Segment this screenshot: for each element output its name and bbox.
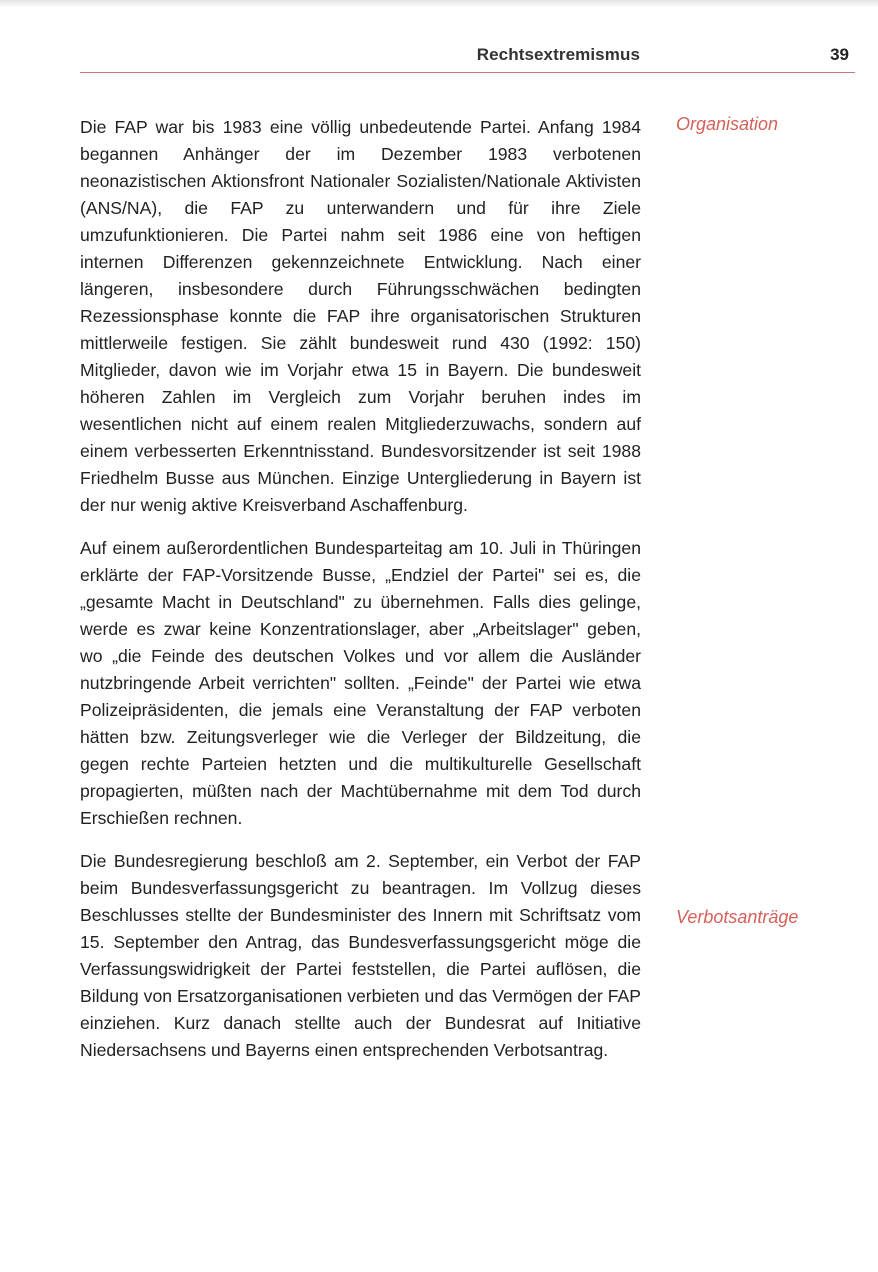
paragraph-fap-history: Die FAP war bis 1983 eine völlig unbedeutende Partei. Anfang 1984 begannen Anhänger der im Dezember 1983 verbotenen neonazistischen Aktionsfront Nationaler Sozialisten/Nationale Aktivisten (ANS/NA), die FAP zu unterwandern und für ihre Ziele umzufunktionieren. Die Partei nahm seit 1986 eine von heftigen internen Differenzen gekennzeichnete Entwicklung. Nach einer längeren, insbesondere durch Führungsschwächen bedingten Rezessionsphase konnte die FAP ihre organisatorischen Strukturen mittlerweile festigen. Sie zählt bundesweit rund 430 (1992: 150) Mitglieder, davon wie im Vorjahr etwa 15 in Bayern. Die bundesweit höheren Zahlen im Vergleich zum Vorjahr beruhen indes im wesentlichen nicht auf einem realen Mitgliederzuwachs, sondern auf einem verbesserten Erkenntnisstand. Bundesvorsitzender ist seit 1988 Friedhelm Busse aus München. Einzige Untergliederung in Bayern ist der nur wenig aktive Kreisverband Aschaffenburg. bbox=[80, 117, 641, 515]
running-header bbox=[80, 42, 855, 72]
paragraph-bundesparteitag: Auf einem außerordentlichen Bundesparteitag am 10. Juli in Thüringen erklärte der FAP-Vorsitzende Busse, „Endziel der Partei" sei es, die „gesamte Macht in Deutschland" zu übernehmen. Falls dies gelinge, werde es zwar keine Konzentrationslager, aber „Arbeitslager" geben, wo „die Feinde des deutschen Volkes und vor allem die Ausländer nutzbringende Arbeit verrichten" sollten. „Feinde" der Partei wie etwa Polizeipräsidenten, die jemals eine Veranstaltung der FAP verboten hätten bzw. Zeitungsverleger wie die Verleger der Bildzeitung, die gegen rechte Parteien hetzten und die multikulturelle Gesellschaft propagierten, müßten nach der Machtübernahme mit dem Tod durch Erschießen rechnen. bbox=[80, 538, 641, 828]
body-text-column bbox=[80, 114, 641, 1080]
running-title: Rechtsextremismus bbox=[476, 45, 640, 64]
page-number: 39 bbox=[830, 45, 849, 64]
margin-note-verbotsantraege: Verbotsanträge bbox=[676, 907, 799, 927]
margin-note-organisation: Organisation bbox=[676, 114, 779, 134]
header-rule bbox=[80, 72, 855, 73]
scan-edge-shadow bbox=[0, 0, 878, 8]
paragraph-verbotsantrag: Die Bundesregierung beschloß am 2. September, ein Verbot der FAP beim Bundesverfassungsgericht zu beantragen. Im Vollzug dieses Beschlusses stellte der Bundesminister des Innern mit Schriftsatz vom 15. September den Antrag, das Bundesverfassungsgericht möge die Verfassungswidrigkeit der Partei feststellen, die Partei auflösen, die Bildung von Ersatzorganisationen verbieten und das Vermögen der FAP einziehen. Kurz danach stellte auch der Bundesrat auf Initiative Niedersachsens und Bayerns einen entsprechenden Verbotsantrag. bbox=[80, 851, 641, 1060]
